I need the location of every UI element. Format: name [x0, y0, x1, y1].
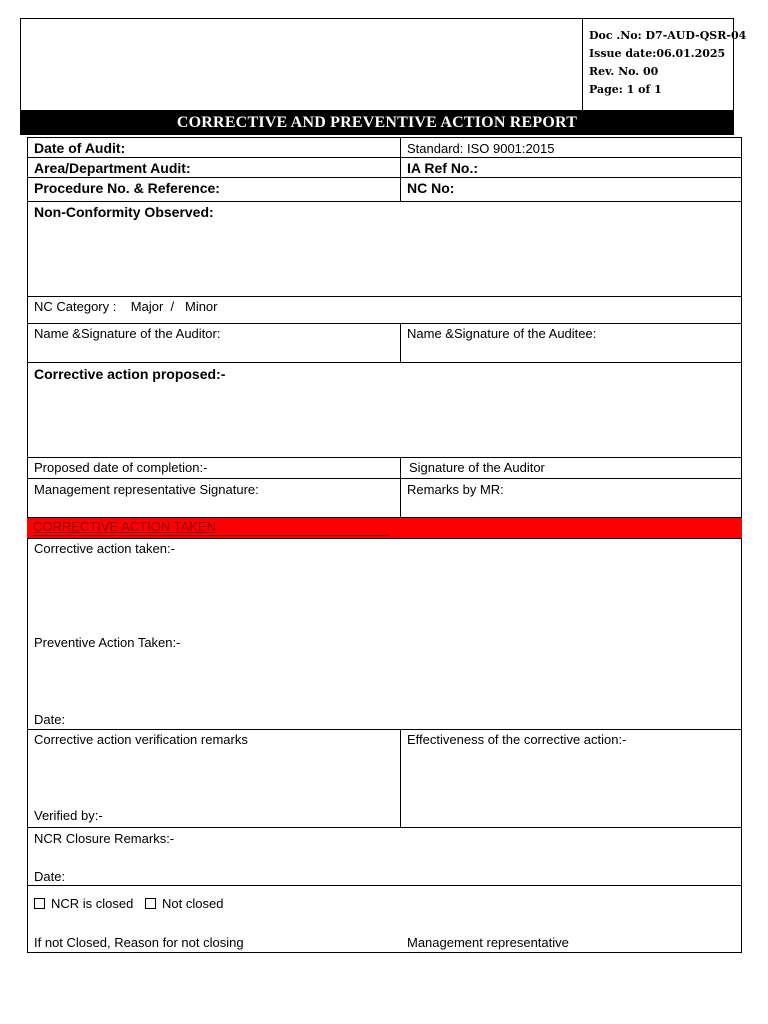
closure-date-label: Date:: [34, 869, 66, 884]
procedure-label: Procedure No. & Reference:: [34, 180, 220, 196]
auditee-signature-label: Name &Signature of the Auditee:: [407, 326, 597, 341]
document-meta-box: [582, 18, 747, 111]
date-of-audit-label: Date of Audit:: [34, 140, 126, 156]
ncr-closed-checkbox[interactable]: [34, 898, 45, 909]
row-divider: [27, 538, 742, 539]
corrective-action-proposed-label: Corrective action proposed:-: [34, 366, 226, 382]
row-divider: [27, 323, 742, 324]
section-underline: [33, 535, 389, 536]
nonconformity-observed-label: Non-Conformity Observed:: [34, 204, 214, 220]
column-divider: [400, 323, 401, 362]
not-closed-checkbox[interactable]: [145, 898, 156, 909]
mr-signature-label: Management representative Signature:: [34, 482, 259, 497]
nc-no-label: NC No:: [407, 180, 455, 196]
row-divider: [27, 478, 742, 479]
row-divider: [27, 177, 742, 178]
row-divider: [27, 201, 742, 202]
auditor-signature-label: Name &Signature of the Auditor:: [34, 326, 221, 341]
not-closed-label: Not closed: [162, 896, 224, 911]
row-divider: [27, 296, 742, 297]
row-divider: [27, 885, 742, 886]
standard-label: Standard: ISO 9001:2015: [407, 141, 555, 156]
row-divider: [27, 729, 742, 730]
ia-ref-label: IA Ref No.:: [407, 160, 479, 176]
ncr-closed-option[interactable]: [34, 896, 133, 912]
action-date-label: Date:: [34, 712, 66, 727]
report-title: CORRECTIVE AND PREVENTIVE ACTION REPORT: [20, 111, 734, 135]
management-representative-label: Management representative: [407, 935, 569, 950]
column-divider: [400, 137, 401, 201]
column-divider: [400, 729, 401, 827]
row-divider: [27, 362, 742, 363]
row-divider: [27, 827, 742, 828]
row-divider: [27, 157, 742, 158]
preventive-action-taken-label: Preventive Action Taken:-: [34, 635, 181, 650]
revision-number: Rev. No. 00: [589, 65, 659, 78]
nc-category-label: NC Category : Major / Minor: [34, 299, 218, 314]
reason-not-closing-label: If not Closed, Reason for not closing: [34, 935, 244, 950]
document-header: [20, 18, 747, 111]
corrective-action-taken-label: Corrective action taken:-: [34, 541, 175, 556]
ncr-closure-remarks-label: NCR Closure Remarks:-: [34, 831, 175, 846]
verification-remarks-label: Corrective action verification remarks: [34, 732, 248, 747]
doc-number: Doc .No: D7-AUD-QSR-04: [589, 29, 747, 42]
effectiveness-label: Effectiveness of the corrective action:-: [407, 732, 627, 747]
remarks-by-mr-label: Remarks by MR:: [407, 482, 504, 497]
proposed-date-label: Proposed date of completion:-: [34, 460, 208, 475]
row-divider: [27, 457, 742, 458]
page-number: Page: 1 of 1: [589, 83, 662, 96]
section-title: CORRECTIVE ACTION TAKEN: [33, 519, 216, 534]
auditor-signature-label-2: Signature of the Auditor: [409, 460, 545, 475]
ncr-closed-label: NCR is closed: [51, 896, 134, 911]
not-closed-option[interactable]: [145, 896, 223, 912]
verified-by-label: Verified by:-: [34, 808, 103, 823]
area-department-label: Area/Department Audit:: [34, 160, 191, 176]
column-divider: [400, 457, 401, 517]
issue-date: Issue date:06.01.2025: [589, 47, 726, 60]
